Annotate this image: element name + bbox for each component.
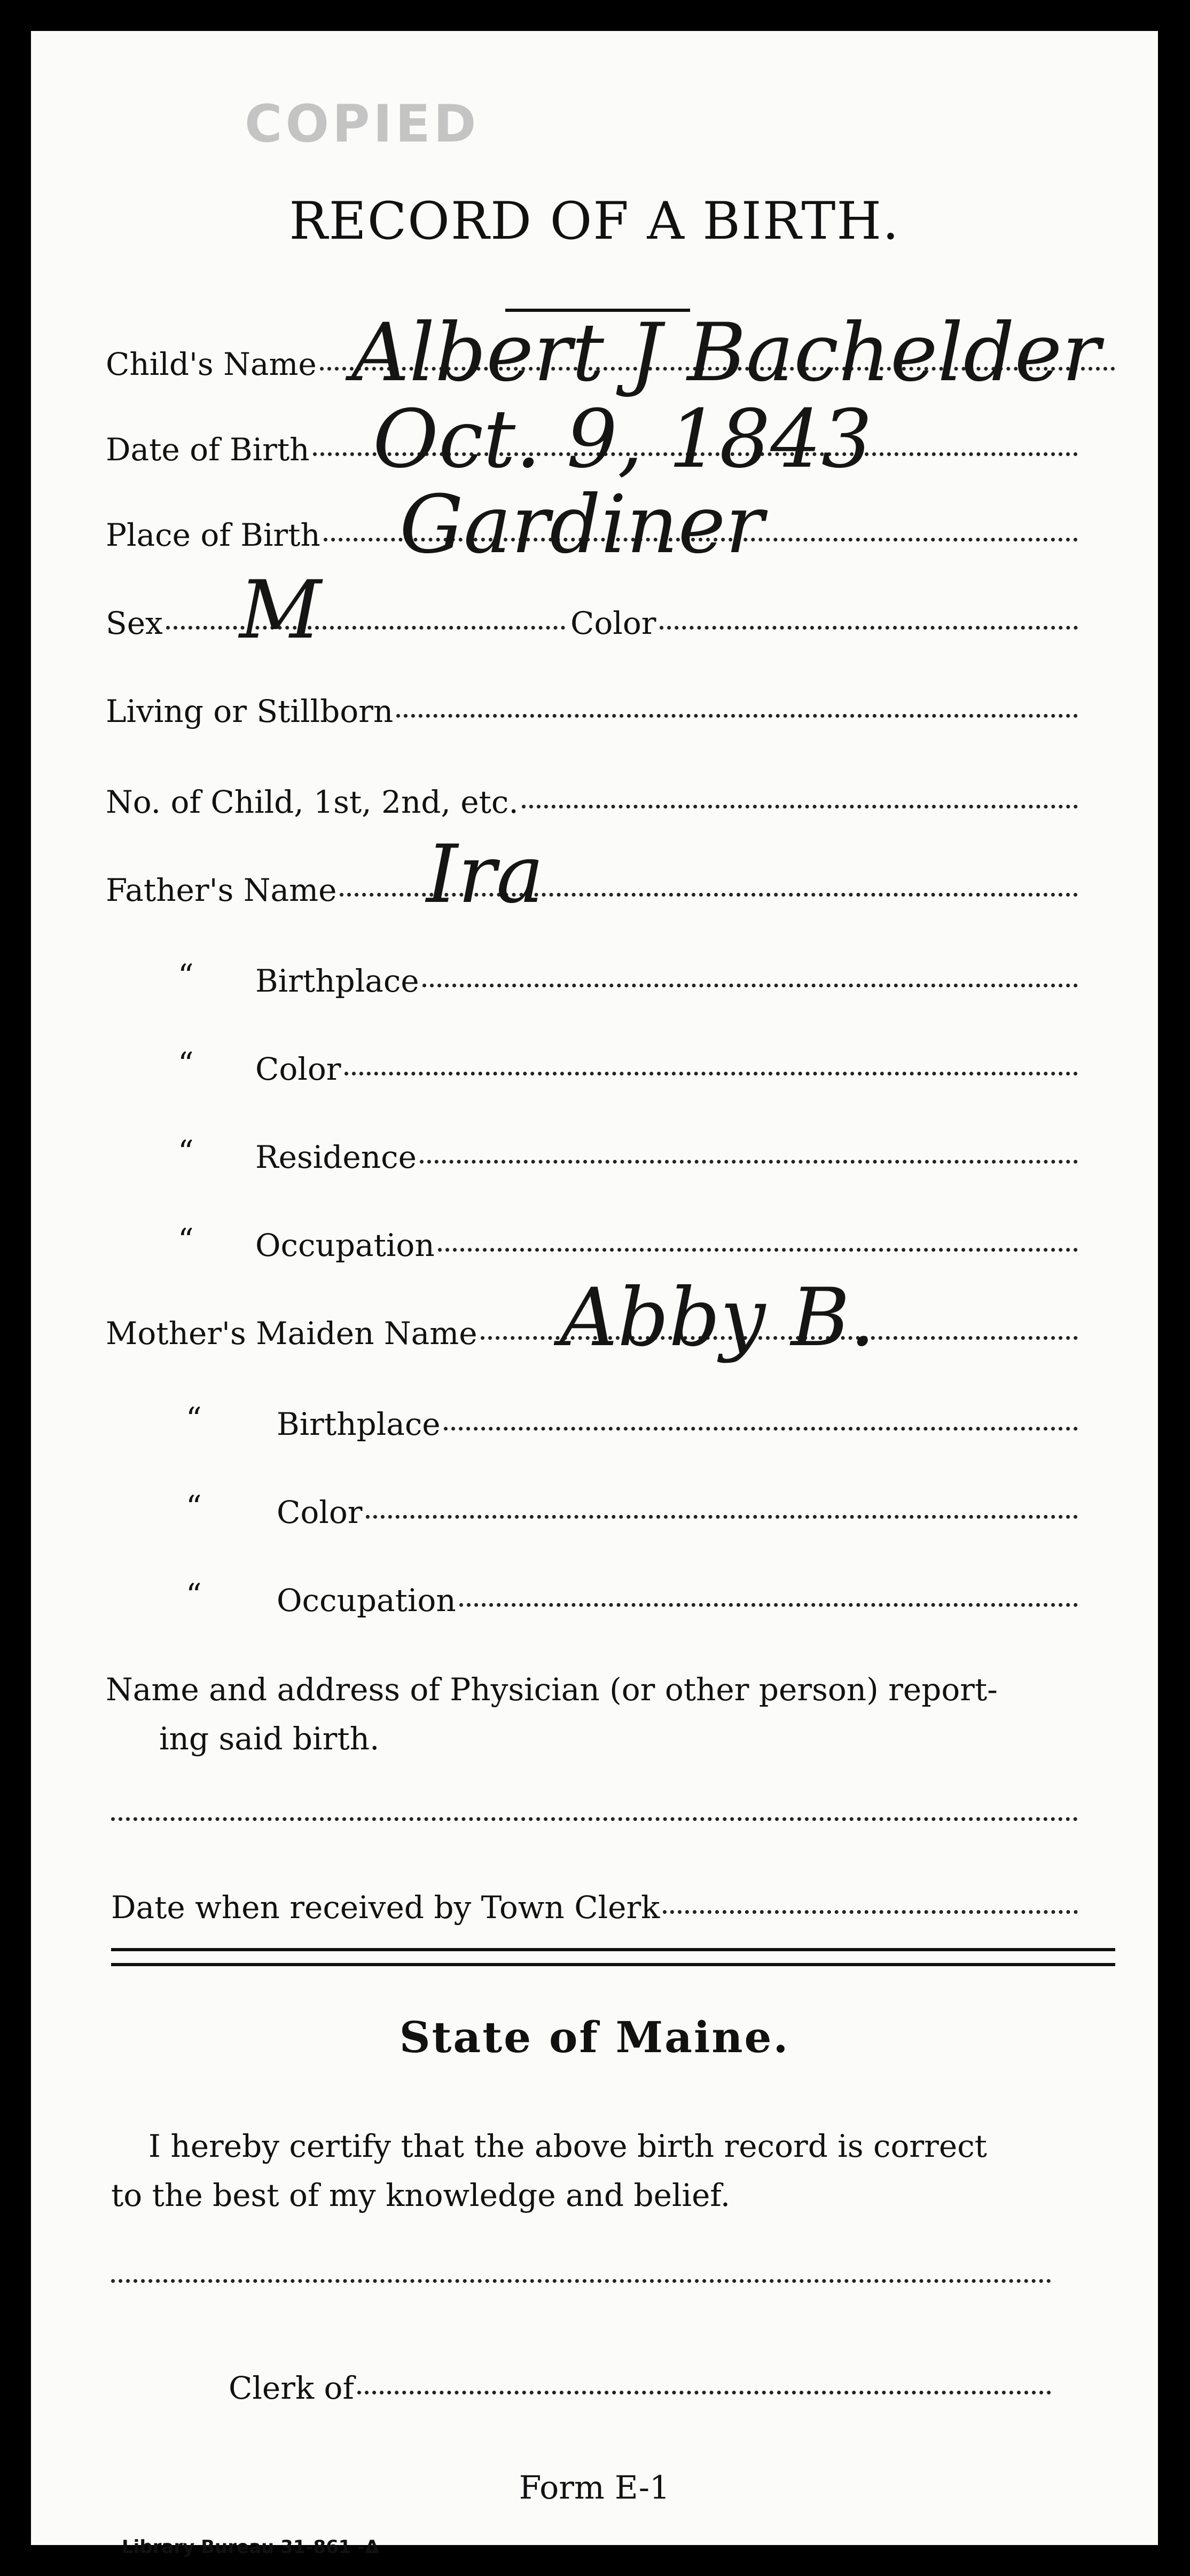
sex-field[interactable] [166, 626, 565, 630]
father-birthplace-label: Birthplace [255, 963, 419, 999]
signature-field[interactable] [111, 2279, 1051, 2283]
ditto-mark: “ [178, 957, 194, 994]
father-residence-field[interactable] [420, 1160, 1078, 1164]
certify-line1: I hereby certify that the above birth record is correct [148, 2128, 987, 2164]
father-color-label: Color [255, 1051, 341, 1087]
clerk-field[interactable] [357, 2391, 1051, 2394]
color-row [570, 605, 1078, 641]
living-stillborn-field[interactable] [396, 714, 1078, 718]
clerk-label: Clerk of [229, 2370, 354, 2406]
certify-line2: to the best of my knowledge and belief. [111, 2177, 731, 2213]
form-title: RECORD OF A BIRTH. [289, 191, 900, 251]
ditto-mark: “ [186, 1489, 202, 1525]
date-received-label: Date when received by Town Clerk [111, 1889, 660, 1926]
physician-field[interactable] [111, 1817, 1078, 1821]
child-number-row [106, 784, 1078, 820]
mother-occupation-row [277, 1582, 1078, 1619]
father-color-row [255, 1051, 1078, 1087]
color-label: Color [570, 605, 656, 641]
color-field[interactable] [660, 626, 1078, 630]
mother-birthplace-row [277, 1406, 1078, 1442]
child-number-label: No. of Child, 1st, 2nd, etc. [106, 784, 519, 820]
father-residence-row [255, 1139, 1078, 1175]
clerk-row [229, 2370, 1051, 2406]
printer-mark: Library Bureau 31-861 -Δ [122, 2536, 379, 2558]
child-name-label: Child's Name [106, 346, 317, 382]
father-color-field[interactable] [345, 1072, 1078, 1075]
sex-row [106, 605, 565, 641]
date-received-field[interactable] [663, 1910, 1078, 1914]
section-divider-top [111, 1948, 1115, 1951]
living-stillborn-row [106, 693, 1078, 729]
mother-color-row [277, 1494, 1078, 1530]
mother-color-field[interactable] [366, 1515, 1078, 1519]
father-birthplace-field[interactable] [422, 984, 1078, 987]
mother-occupation-label: Occupation [277, 1582, 456, 1619]
mother-color-label: Color [277, 1494, 363, 1530]
date-received-row [111, 1889, 1078, 1926]
birth-record-form [31, 31, 1158, 2558]
section-divider-bottom [111, 1963, 1115, 1966]
living-stillborn-label: Living or Stillborn [106, 693, 394, 729]
ditto-mark: “ [178, 1134, 194, 1170]
sex-label: Sex [106, 605, 163, 641]
mother-birthplace-label: Birthplace [277, 1406, 441, 1442]
father-name-value: Ira [426, 828, 544, 921]
child-name-value: Albert J Bachelder [351, 307, 1101, 399]
mother-name-label: Mother's Maiden Name [106, 1315, 477, 1352]
father-occupation-label: Occupation [255, 1227, 435, 1263]
father-birthplace-row [255, 963, 1078, 999]
father-name-label: Father's Name [106, 872, 337, 908]
mother-occupation-field[interactable] [459, 1603, 1078, 1607]
physician-instruction-line1: Name and address of Physician (or other person) report- [106, 1671, 998, 1708]
physician-instruction-line2: ing said birth. [159, 1721, 380, 1757]
place-of-birth-value: Gardiner [400, 478, 764, 571]
father-occupation-field[interactable] [438, 1248, 1078, 1252]
ditto-mark: “ [178, 1046, 194, 1082]
form-number: Form E-1 [519, 2469, 670, 2507]
ditto-mark: “ [186, 1401, 202, 1437]
ditto-mark: “ [186, 1577, 202, 1613]
sex-value: M [239, 564, 322, 657]
mother-name-value: Abby B. [560, 1271, 875, 1364]
ditto-mark: “ [178, 1222, 194, 1258]
state-heading: State of Maine. [399, 2012, 790, 2062]
place-of-birth-label: Place of Birth [106, 517, 320, 553]
date-of-birth-value: Oct. 9, 1843 [373, 393, 873, 486]
father-occupation-row [255, 1227, 1078, 1263]
mother-birthplace-field[interactable] [444, 1427, 1078, 1431]
child-number-field[interactable] [522, 805, 1078, 808]
copied-stamp: COPIED [245, 94, 480, 154]
date-of-birth-label: Date of Birth [106, 431, 310, 468]
father-residence-label: Residence [255, 1139, 417, 1175]
father-name-row [106, 872, 1078, 908]
